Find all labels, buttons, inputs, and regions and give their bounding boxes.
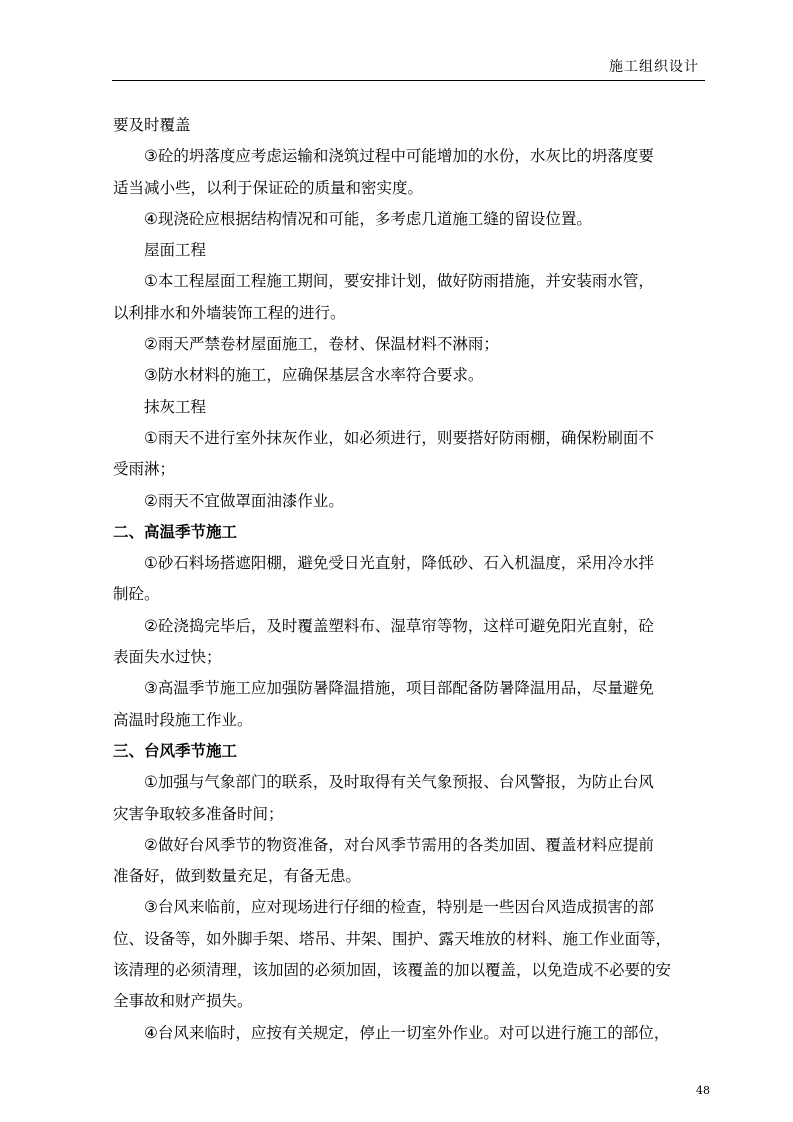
page-number: 48 [696,1084,710,1097]
header-divider [112,80,705,81]
text-line: ②雨天严禁卷材屋面施工，卷材、保温材料不淋雨； [144,335,499,354]
text-line: ①本工程屋面工程施工期间，要安排计划，做好防雨措施，并安装雨水管， [144,272,654,291]
text-line: 要及时覆盖 [113,116,191,134]
text-line: ②做好台风季节的物资准备，对台风季节需用的各类加固、覆盖材料应提前 [144,835,654,854]
text-line: 准备好，做到数量充足，有备无患。 [113,867,362,886]
text-line: 该清理的必须清理，该加固的必须加固，该覆盖的加以覆盖，以免造成不必要的安 [113,961,672,980]
text-line: 适当减小些，以利于保证砼的质量和密实度。 [113,178,424,197]
text-line: ③高温季节施工应加强防暑降温措施，项目部配备防暑降温用品，尽量避免 [144,679,654,698]
text-line: ①砂石料场搭遮阳棚，避免受日光直射，降低砂、石入机温度，采用冷水拌 [144,554,654,573]
section-heading: 三、台风季节施工 [113,741,238,760]
text-line: 高温时段施工作业。 [113,710,253,729]
text-line: 屋面工程 [144,241,207,260]
text-line: 抹灰工程 [144,397,207,416]
text-line: 制砼。 [113,585,160,604]
text-line: ①加强与气象部门的联系，及时取得有关气象预报、台风警报，为防止台风 [144,773,654,792]
text-line: ④现浇砼应根据结构情况和可能，多考虑几道施工缝的留设位置。 [144,209,592,228]
text-line: ④台风来临时，应按有关规定，停止一切室外作业。对可以进行施工的部位， [144,1023,670,1042]
section-heading: 二、高温季节施工 [113,522,238,541]
text-line: ②砼浇捣完毕后，及时覆盖塑料布、湿草帘等物，这样可避免阳光直射，砼 [144,616,654,635]
text-line: 表面失水过快； [113,648,222,667]
text-line: 全事故和财产损失。 [113,992,253,1011]
text-line: 受雨淋； [113,460,176,479]
text-line: ②雨天不宜做罩面油漆作业。 [144,491,344,510]
text-line: ③防水材料的施工，应确保基层含水率符合要求。 [144,366,484,385]
text-line: ①雨天不进行室外抹灰作业，如必须进行，则要搭好防雨棚，确保粉刷面不 [144,428,654,447]
text-line: 以利排水和外墙装饰工程的进行。 [113,303,346,322]
document-body [113,110,711,1049]
text-line: ③台风来临前，应对现场进行仔细的检查，特别是一些因台风造成损害的部 [144,898,654,917]
text-line: ③砼的坍落度应考虑运输和浇筑过程中可能增加的水份，水灰比的坍落度要 [144,147,654,166]
header-title: 施工组织设计 [609,59,699,75]
text-line: 灾害争取较多准备时间； [113,804,284,823]
text-line: 位、设备等，如外脚手架、塔吊、井架、围护、露天堆放的材料、施工作业面等， [113,929,672,948]
